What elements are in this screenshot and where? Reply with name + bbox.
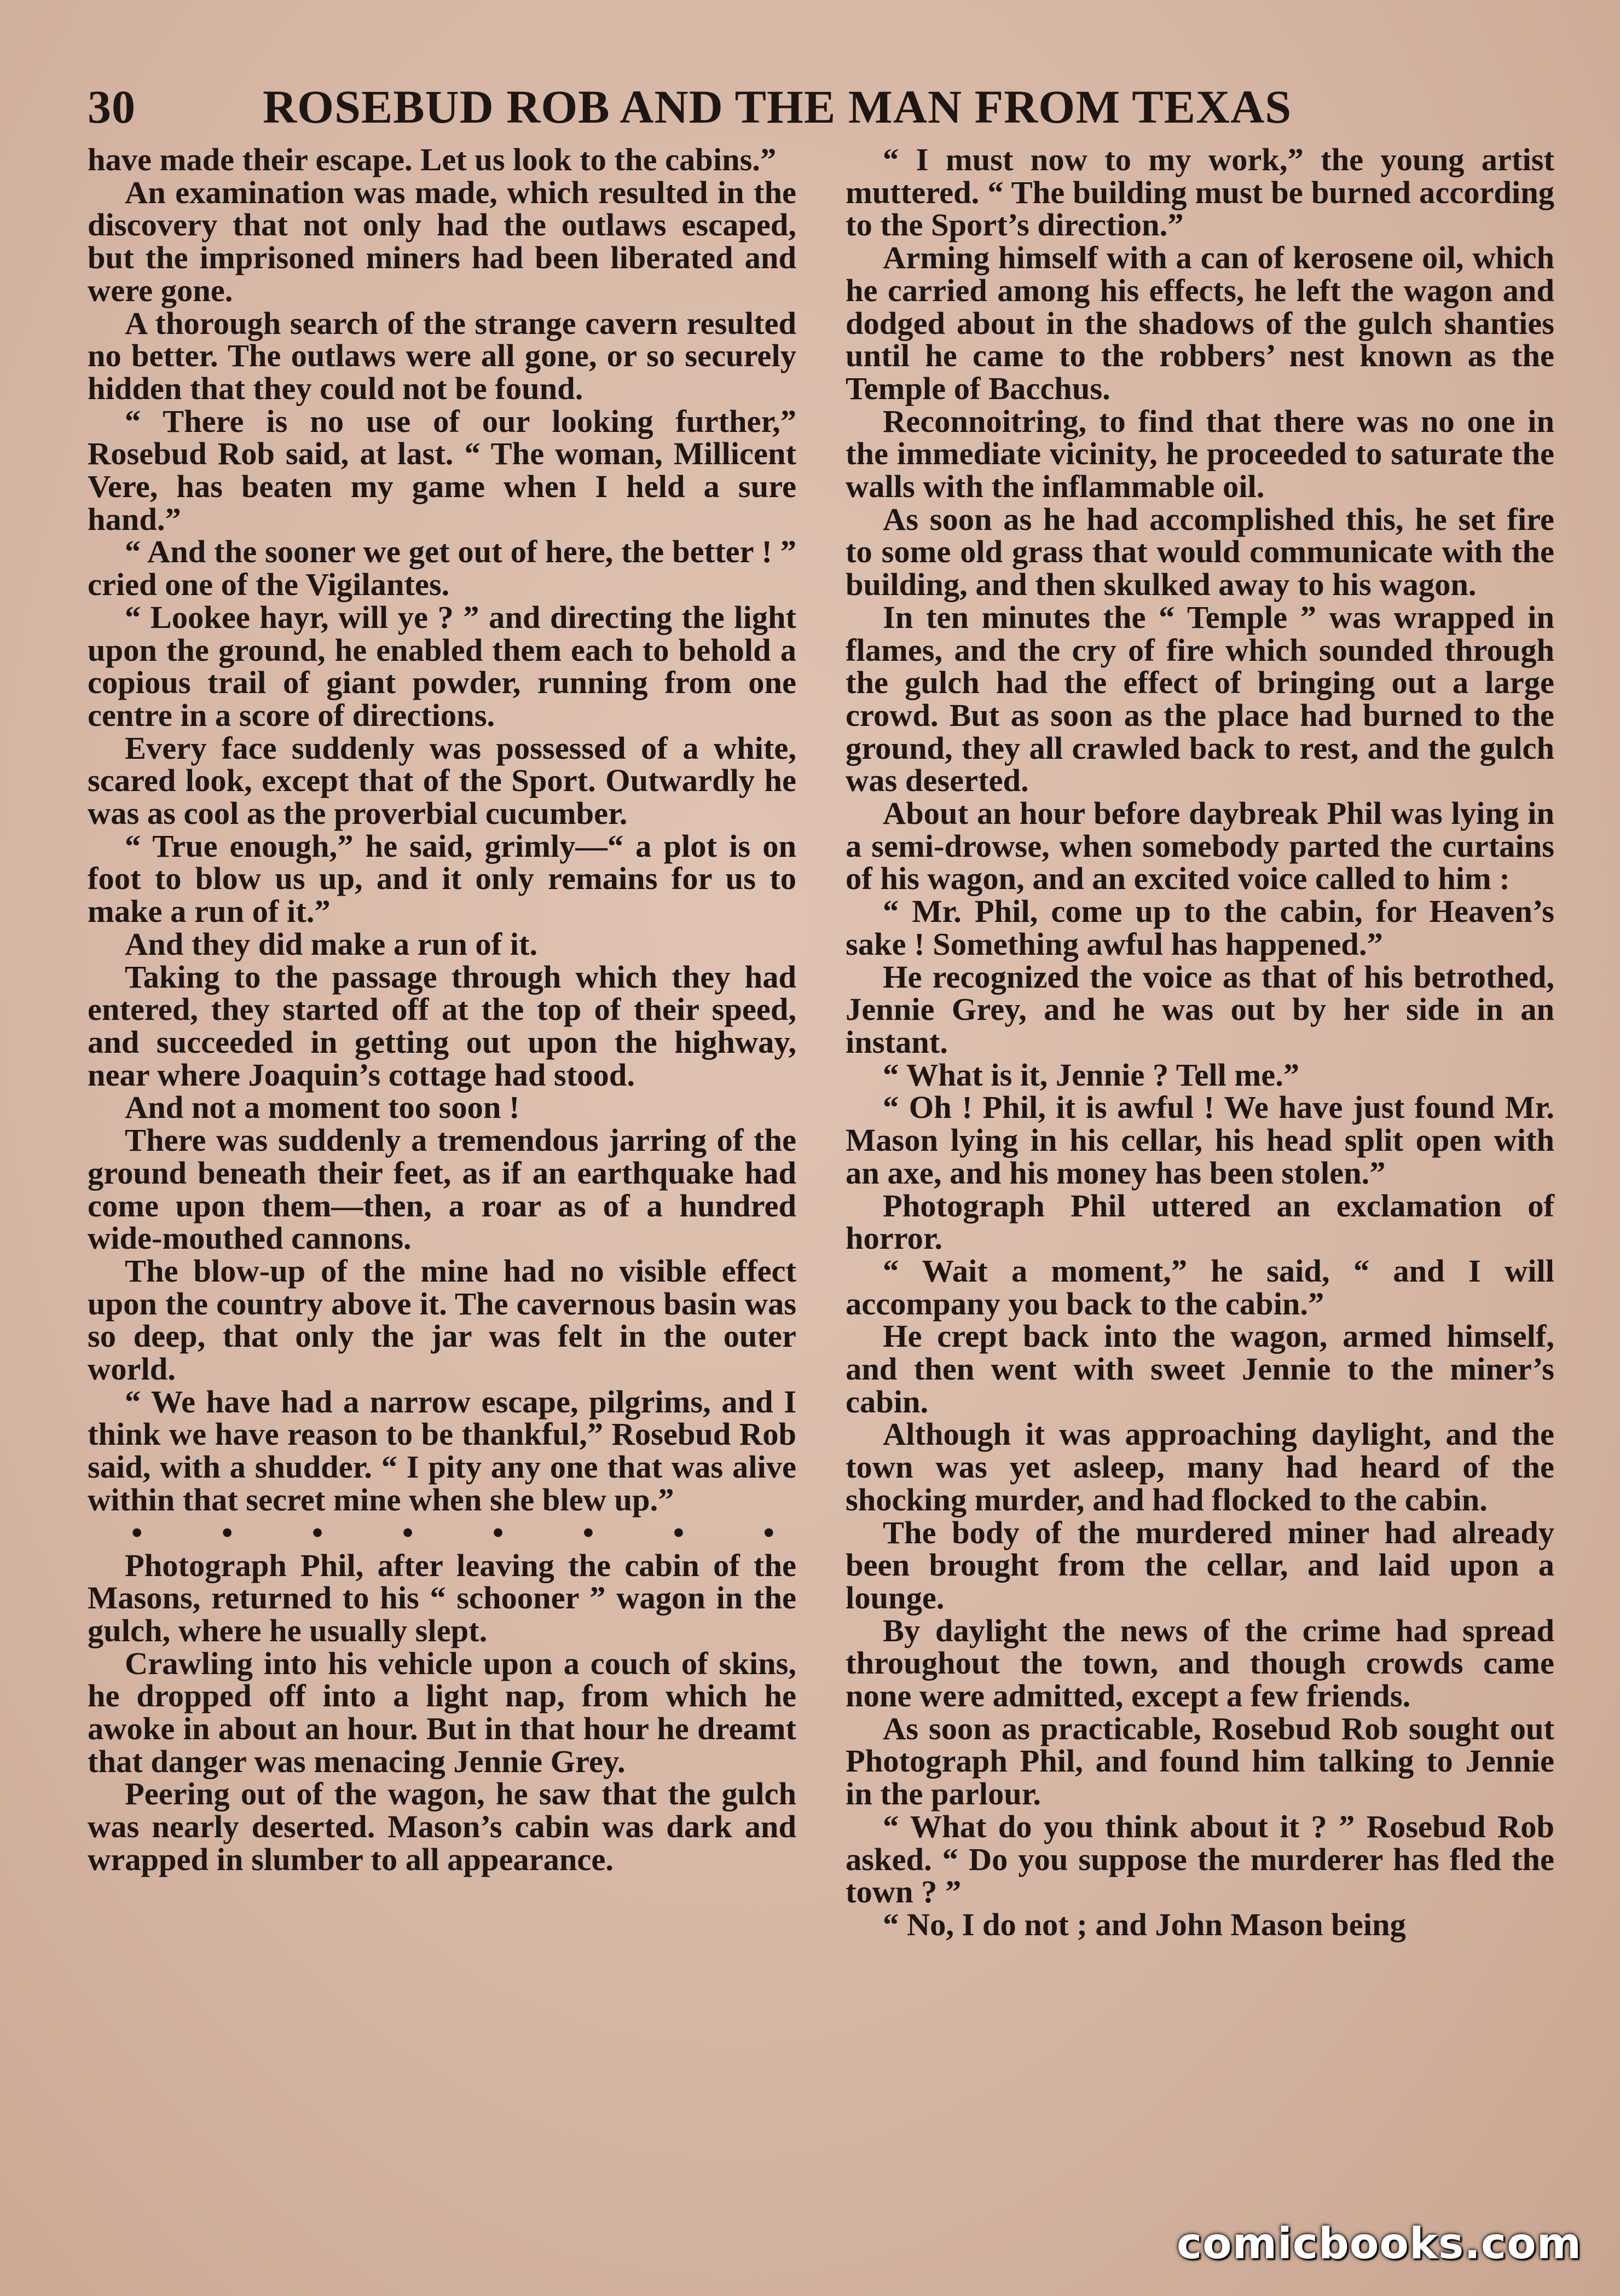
separator-dot: • xyxy=(492,1514,504,1550)
paragraph: “ Wait a moment,” he said, “ and I will accompany you back to the cabin.” xyxy=(846,1253,1554,1322)
separator-dot: • xyxy=(221,1514,233,1550)
paragraph: “ And the sooner we get out of here, the better ! ” cried one of the Vigilantes. xyxy=(88,534,796,603)
paragraph: The blow-up of the mine had no visible effect upon the country above it. The cavernous basin was so deep, that only the jar was felt in the outer world. xyxy=(88,1253,796,1387)
running-title: ROSEBUD ROB AND THE MAN FROM TEXAS xyxy=(263,80,1292,133)
paragraph: Although it was approaching daylight, and the town was yet asleep, many had heard of the shocking murder, and had flocked to the cabin. xyxy=(846,1416,1554,1518)
paragraph: Peering out of the wagon, he saw that the gulch was nearly deserted. Mason’s cabin was dark and wrapped in slumber to all appearance. xyxy=(88,1776,796,1877)
separator-dot: • xyxy=(582,1514,594,1550)
paragraph: “ There is no use of our looking further,” Rosebud Rob said, at last. “ The woman, Millicent Vere, has beaten my game when I held a sure hand.” xyxy=(88,403,796,537)
paragraph: “ What is it, Jennie ? Tell me.” xyxy=(883,1057,1300,1093)
paragraph: Every face suddenly was possessed of a white, scared look, except that of the Sport. Outwardly he was as cool as the proverbial cucumber. xyxy=(88,730,796,832)
page-header xyxy=(88,77,1538,137)
page-number: 30 xyxy=(88,80,136,133)
paragraph: He recognized the voice as that of his betrothed, Jennie Grey, and he was out by her side in an instant. xyxy=(846,959,1554,1060)
paragraph: A thorough search of the strange cavern resulted no better. The outlaws were all gone, or so securely hidden that they could not be found. xyxy=(88,305,796,406)
separator-dot: • xyxy=(311,1514,323,1550)
paragraph: “ We have had a narrow escape, pilgrims, and I think we have reason to be thankful,” Rosebud Rob said, with a shudder. “ I pity any one that was alive within that secret mine when she blew up.” xyxy=(88,1383,796,1518)
separator-dot: • xyxy=(402,1514,414,1550)
paragraph: In ten minutes the “ Temple ” was wrapped in flames, and the cry of fire which sounded through the gulch had the effect of bringing out a large crowd. But as soon as the place had burned to the ground, they all crawled back to rest, and the gulch was deserted. xyxy=(846,599,1554,799)
paragraph: “ No, I do not ; and John Mason being xyxy=(883,1906,1406,1942)
right-column xyxy=(846,143,1554,1941)
paragraph: Reconnoitring, to find that there was no one in the immediate vicinity, he proceeded to saturate the walls with the inflammable oil. xyxy=(846,403,1554,505)
paragraph: Taking to the passage through which they had entered, they started off at the top of their speed, and succeeded in getting out upon the highway, near where Joaquin’s cottage had stood. xyxy=(88,959,796,1093)
paragraph: “ What do you think about it ? ” Rosebud Rob asked. “ Do you suppose the murderer has fled the town ? ” xyxy=(846,1808,1554,1910)
paragraph: As soon as practicable, Rosebud Rob sought out Photograph Phil, and found him talking to Jennie in the parlour. xyxy=(846,1710,1554,1812)
paragraph: Crawling into his vehicle upon a couch of skins, he dropped off into a light nap, from which he awoke in about an hour. But in that hour he dreamt that danger was menacing Jennie Grey. xyxy=(88,1645,796,1779)
paragraph: “ Oh ! Phil, it is awful ! We have just found Mr. Mason lying in his cellar, his head split open with an axe, and his money has been stolen.” xyxy=(846,1089,1554,1191)
paragraph: have made their escape. Let us look to the cabins.” xyxy=(88,142,777,177)
paragraph: “ True enough,” he said, grimly—“ a plot is on foot to blow us up, and it only remains for us to make a run of it.” xyxy=(88,828,796,930)
section-break xyxy=(88,1516,796,1549)
watermark-logo: comicbooks.com xyxy=(1176,2219,1582,2269)
paragraph: As soon as he had accomplished this, he set fire to some old grass that would communicate with the building, and then skulked away to his wagon. xyxy=(846,501,1554,603)
paragraph: He crept back into the wagon, armed himself, and then went with sweet Jennie to the miner’s cabin. xyxy=(846,1318,1554,1420)
paragraph: The body of the murdered miner had already been brought from the cellar, and laid upon a lounge. xyxy=(846,1514,1554,1616)
left-column xyxy=(88,143,796,1876)
separator-dot: • xyxy=(763,1514,774,1550)
paragraph: “ Lookee hayr, will ye ? ” and directing the light upon the ground, he enabled them each to behold a copious trail of giant powder, running from one centre in a score of directions. xyxy=(88,599,796,733)
paragraph: “ I must now to my work,” the young artist muttered. “ The building must be burned according to the Sport’s direction.” xyxy=(846,142,1554,243)
paragraph: Photograph Phil uttered an exclamation of horror. xyxy=(846,1187,1554,1256)
paragraph: And not a moment too soon ! xyxy=(125,1089,520,1126)
separator-dot: • xyxy=(673,1514,685,1550)
paragraph: By daylight the news of the crime had spread throughout the town, and though crowds came none were admitted, except a few friends. xyxy=(846,1612,1554,1714)
paragraph: Photograph Phil, after leaving the cabin of the Masons, returned to his “ schooner ” wagon in the gulch, where he usually slept. xyxy=(88,1547,796,1648)
paragraph: “ Mr. Phil, come up to the cabin, for Heaven’s sake ! Something awful has happened.” xyxy=(846,893,1554,962)
paragraph: An examination was made, which resulted in the discovery that not only had the outlaws escaped, but the imprisoned miners had been liberated and were gone. xyxy=(88,174,796,308)
paragraph: About an hour before daybreak Phil was lying in a semi-drowse, when somebody parted the curtains of his wagon, and an excited voice called to him : xyxy=(846,795,1554,897)
paragraph: And they did make a run of it. xyxy=(125,926,538,962)
paragraph: There was suddenly a tremendous jarring of the ground beneath their feet, as if an earthquake had come upon them—then, a roar as of a hundred wide-mouthed cannons. xyxy=(88,1122,796,1256)
paragraph: Arming himself with a can of kerosene oil, which he carried among his effects, he left the wagon and dodged about in the shadows of the gulch shanties until he came to the robbers’ nest known as the Temple of Bacchus. xyxy=(846,240,1554,406)
separator-dot: • xyxy=(131,1514,143,1550)
